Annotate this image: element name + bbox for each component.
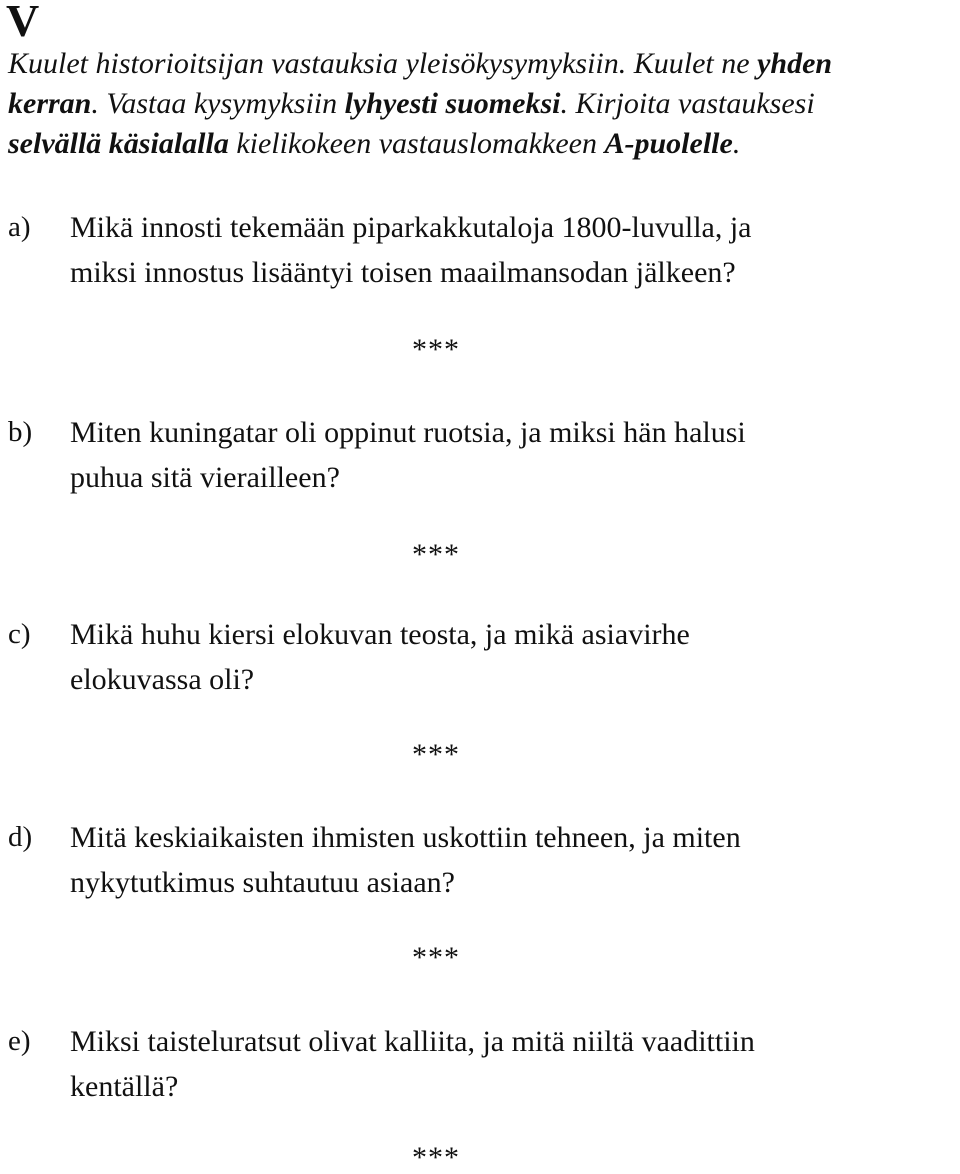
separator-stars: ***: [412, 738, 460, 771]
instructions-emphasis: lyhyesti suomeksi: [344, 87, 561, 120]
question-d: [8, 815, 948, 975]
separator-stars: ***: [412, 538, 460, 571]
question-line: Mikä huhu kiersi elokuvan teosta, ja mikä asiavirhe: [70, 618, 690, 651]
separator-stars: ***: [412, 1141, 460, 1174]
question-letter: c): [8, 618, 31, 650]
question-line: miksi innostus lisääntyi toisen maailmansodan jälkeen?: [70, 256, 736, 289]
question-text: [70, 1019, 950, 1109]
instructions: [8, 44, 958, 164]
question-text: [70, 205, 950, 295]
instructions-text: kielikokeen vastauslomakkeen: [228, 127, 605, 160]
section-heading: V: [6, 0, 40, 46]
question-a: [8, 205, 948, 365]
instructions-emphasis: yhden: [757, 47, 833, 80]
instructions-emphasis: kerran: [8, 87, 92, 120]
question-line: Mitä keskiaikaisten ihmisten uskottiin tehneen, ja miten: [70, 821, 741, 854]
instructions-line-3: [8, 124, 958, 164]
question-b: [8, 410, 948, 570]
instructions-line-2: [8, 84, 958, 124]
instructions-emphasis: selvällä käsialalla: [8, 127, 229, 160]
instructions-text: .: [732, 127, 741, 160]
question-e: [8, 1019, 948, 1174]
instructions-line-1: [8, 44, 958, 84]
question-line: Miksi taisteluratsut olivat kalliita, ja mitä niiltä vaadittiin: [70, 1025, 755, 1058]
question-line: elokuvassa oli?: [70, 663, 255, 696]
question-text: [70, 410, 950, 500]
separator-stars: ***: [412, 333, 460, 366]
instructions-emphasis: A-puolelle: [604, 127, 733, 160]
question-letter: e): [8, 1025, 31, 1057]
question-c: [8, 612, 948, 772]
question-line: kentällä?: [70, 1070, 179, 1103]
question-line: Miten kuningatar oli oppinut ruotsia, ja miksi hän halusi: [70, 416, 746, 449]
instructions-text: . Vastaa kysymyksiin: [91, 87, 345, 120]
separator-stars: ***: [412, 941, 460, 974]
question-text: [70, 612, 950, 702]
question-letter: a): [8, 211, 31, 243]
question-line: nykytutkimus suhtautuu asiaan?: [70, 866, 455, 899]
question-text: [70, 815, 950, 905]
question-letter: b): [8, 416, 33, 448]
question-letter: d): [8, 821, 33, 853]
question-line: Mikä innosti tekemään piparkakkutaloja 1800-luvulla, ja: [70, 211, 752, 244]
instructions-text: . Kirjoita vastauksesi: [560, 87, 815, 120]
instructions-text: Kuulet historioitsijan vastauksia yleisökysymyksiin. Kuulet ne: [8, 47, 758, 80]
question-line: puhua sitä vierailleen?: [70, 461, 340, 494]
